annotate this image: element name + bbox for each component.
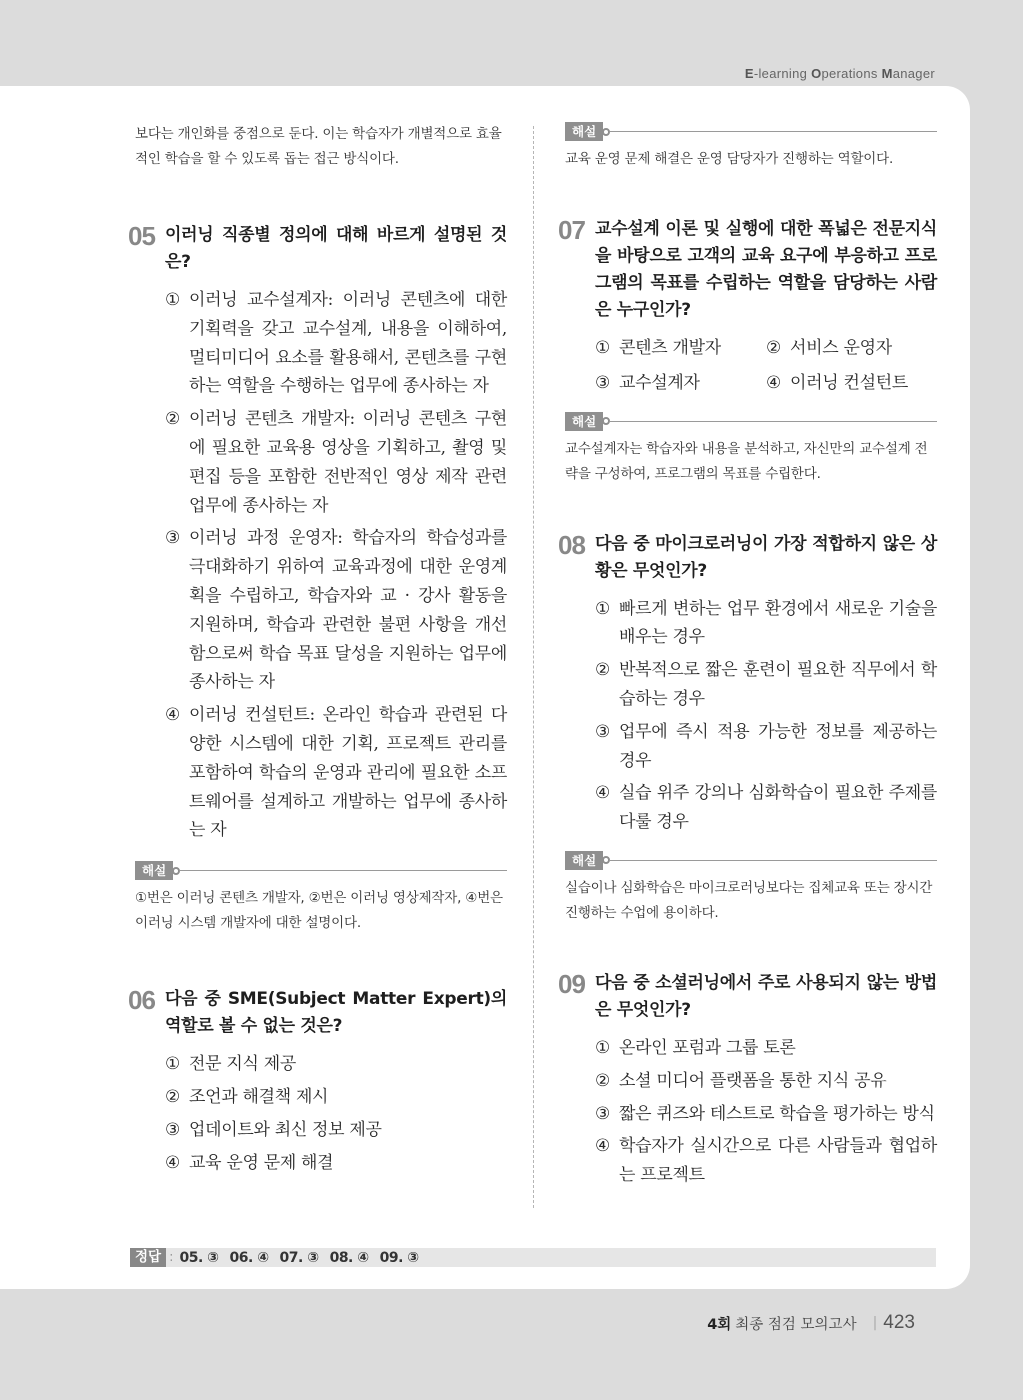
question-06 xyxy=(128,985,507,1181)
option-mark: ① xyxy=(165,290,181,310)
explanation-08 xyxy=(565,851,937,926)
left-column xyxy=(128,122,507,1181)
option-text: 이러닝 교수설계자: 이러닝 콘텐츠에 대한 기획력을 갖고 교수설계, 내용을 이해하여, 멀티미디어 요소를 활용해서, 콘텐츠를 구현하는 역할을 수행하는 업무에 종사하는 자 xyxy=(189,290,507,397)
page-footer xyxy=(707,1312,915,1334)
option-text: 이러닝 컨설턴트 xyxy=(790,372,908,393)
option-text: 서비스 운영자 xyxy=(790,338,892,358)
footer-part-number: 4회 xyxy=(707,1316,732,1333)
footer-title: 최종 점검 모의고사 xyxy=(735,1316,857,1333)
option-text: 업무에 즉시 적용 가능한 정보를 제공하는 경우 xyxy=(619,721,937,771)
option-2[interactable] xyxy=(595,656,937,714)
option-text: 실습 위주 강의나 심화학습이 필요한 주제를 다룰 경우 xyxy=(619,783,937,833)
option-text: 이러닝 과정 운영자: 학습자의 학습성과를 극대화하기 위하여 교육과정에 대한 운영계획을 수립하고, 학습자와 교 · 강사 활동을 지원하며, 학습과 관련한 불편 사항을 개선함으로써 학습 목표 달성을 지원하는 업무에 종사하는 자 xyxy=(189,528,507,693)
option-text: 업데이트와 최신 정보 제공 xyxy=(189,1119,382,1140)
option-text: 온라인 포럼과 그룹 토론 xyxy=(619,1037,796,1058)
header-rest-2: perations xyxy=(821,66,882,81)
option-mark: ① xyxy=(165,1054,181,1075)
options-list xyxy=(595,595,937,837)
answer-key-colon: : xyxy=(169,1250,174,1265)
question-09 xyxy=(558,968,937,1194)
question-stem: 교수설계 이론 및 실행에 대한 폭넓은 전문지식을 바탕으로 고객의 교육 요구에 부응하고 프로그램의 목표를 수립하는 역할을 담당하는 사람은 누구인가? xyxy=(595,219,937,320)
explanation-label: 해설 xyxy=(565,851,603,870)
option-mark: ① xyxy=(595,1037,611,1058)
option-mark: ④ xyxy=(595,783,611,804)
option-3[interactable] xyxy=(165,524,507,697)
option-mark: ③ xyxy=(165,528,181,549)
answer-item: 06. ④ xyxy=(229,1249,269,1266)
explanation-text: 교육 운영 문제 해결은 운영 담당자가 진행하는 역할이다. xyxy=(565,151,894,167)
option-mark: ② xyxy=(595,660,611,681)
option-mark: ② xyxy=(595,1070,611,1091)
option-text: 이러닝 콘텐츠 개발자: 이러닝 콘텐츠 구현에 필요한 교육용 영상을 기획하고, 촬영 및 편집 등을 포함한 전반적인 영상 제작 관련 업무에 종사하는 자 xyxy=(189,409,507,516)
option-mark: ② xyxy=(165,1086,181,1107)
option-mark: ① xyxy=(595,598,611,619)
option-mark: ① xyxy=(595,338,611,358)
option-3[interactable] xyxy=(595,1100,937,1129)
header-cap-3: M xyxy=(881,66,893,81)
question-08 xyxy=(558,529,937,841)
explanation-dot xyxy=(172,867,180,875)
option-mark: ③ xyxy=(595,1103,611,1124)
question-05 xyxy=(128,221,507,849)
question-number: 05 xyxy=(128,221,155,251)
option-mark: ③ xyxy=(165,1119,181,1140)
question-stem: 다음 중 마이크로러닝이 가장 적합하지 않은 상황은 무엇인가? xyxy=(595,533,937,581)
question-number: 09 xyxy=(558,968,585,999)
question-stem: 이러닝 직종별 정의에 대해 바르게 설명된 것은? xyxy=(165,225,507,272)
option-4[interactable] xyxy=(766,369,937,398)
explanation-rule xyxy=(610,860,937,861)
option-2[interactable] xyxy=(595,1067,937,1096)
header-cap-1: E xyxy=(744,66,754,81)
answer-key-label: 정답 xyxy=(130,1248,166,1267)
running-header xyxy=(745,66,935,81)
explanation-rule xyxy=(610,131,937,132)
continued-explanation: 보다는 개인화를 중점으로 둔다. 이는 학습자가 개별적으로 효율적인 학습을 할 수 있도록 돕는 접근 방식이다. xyxy=(135,126,502,167)
answer-key-bar xyxy=(130,1248,936,1267)
answer-item: 07. ③ xyxy=(279,1249,319,1266)
answer-item: 08. ④ xyxy=(329,1249,369,1266)
explanation-06 xyxy=(565,122,937,172)
option-mark: ④ xyxy=(165,1152,181,1173)
answer-item: 05. ③ xyxy=(179,1249,219,1266)
option-text: 전문 지식 제공 xyxy=(189,1054,296,1075)
option-3[interactable] xyxy=(595,718,937,776)
header-cap-2: O xyxy=(811,66,822,81)
option-4[interactable] xyxy=(165,1149,507,1178)
option-text: 소셜 미디어 플랫폼을 통한 지식 공유 xyxy=(619,1070,887,1091)
explanation-05 xyxy=(135,861,507,936)
page-number: 423 xyxy=(883,1312,915,1333)
option-3[interactable] xyxy=(595,369,766,398)
option-mark: ② xyxy=(766,338,782,358)
question-number: 08 xyxy=(558,529,585,560)
option-1[interactable] xyxy=(165,286,507,401)
question-number: 07 xyxy=(558,215,585,245)
options-list xyxy=(595,1034,937,1190)
question-stem: 다음 중 소셜러닝에서 주로 사용되지 않는 방법은 무엇인가? xyxy=(595,972,937,1020)
option-text: 학습자가 실시간으로 다른 사람들과 협업하는 프로젝트 xyxy=(619,1136,937,1186)
column-divider xyxy=(533,126,534,1208)
option-4[interactable] xyxy=(165,701,507,845)
explanation-rule xyxy=(180,870,507,871)
question-stem: 다음 중 SME(Subject Matter Expert)의 역할로 볼 수 없는 것은? xyxy=(165,989,507,1037)
header-rest-3: anager xyxy=(892,66,935,81)
explanation-label: 해설 xyxy=(135,861,173,880)
explanation-dot xyxy=(602,128,610,136)
option-4[interactable] xyxy=(595,1132,937,1190)
option-1[interactable] xyxy=(595,1034,937,1063)
explanation-dot xyxy=(602,856,610,864)
explanation-rule xyxy=(610,421,937,422)
header-rest-1: -learning xyxy=(753,66,812,81)
option-text: 짧은 퀴즈와 테스트로 학습을 평가하는 방식 xyxy=(619,1103,935,1124)
explanation-07 xyxy=(565,412,937,487)
footer-separator: | xyxy=(872,1315,878,1331)
question-number: 06 xyxy=(128,985,155,1016)
option-1[interactable] xyxy=(595,595,937,653)
option-mark: ④ xyxy=(165,705,181,726)
option-mark: ③ xyxy=(595,721,611,742)
option-text: 교육 운영 문제 해결 xyxy=(189,1152,334,1173)
option-4[interactable] xyxy=(595,779,937,837)
options-list xyxy=(595,334,937,398)
explanation-dot xyxy=(602,417,610,425)
option-mark: ④ xyxy=(595,1136,611,1157)
option-text: 조언과 해결책 제시 xyxy=(189,1086,329,1107)
option-2[interactable] xyxy=(165,405,507,520)
option-text: 빠르게 변하는 업무 환경에서 새로운 기술을 배우는 경우 xyxy=(619,598,937,648)
option-mark: ④ xyxy=(766,372,782,393)
option-2[interactable] xyxy=(165,1083,507,1112)
explanation-label: 해설 xyxy=(565,122,603,141)
option-1[interactable] xyxy=(165,1050,507,1079)
options-list xyxy=(165,1050,507,1177)
option-3[interactable] xyxy=(165,1116,507,1145)
option-text: 반복적으로 짧은 훈련이 필요한 직무에서 학습하는 경우 xyxy=(619,660,937,709)
options-list xyxy=(165,286,507,845)
option-mark: ② xyxy=(165,409,181,430)
question-07 xyxy=(558,215,937,398)
answer-item: 09. ③ xyxy=(379,1249,419,1266)
option-2[interactable] xyxy=(766,334,937,363)
explanation-text: 교수설계자는 학습자와 내용을 분석하고, 자신만의 교수설계 전략을 구성하여, 프로그램의 목표를 수립한다. xyxy=(565,440,928,482)
explanation-text: 실습이나 심화학습은 마이크로러닝보다는 집체교육 또는 장시간 진행하는 수업에 용이하다. xyxy=(565,879,933,921)
option-1[interactable] xyxy=(595,334,766,363)
explanation-label: 해설 xyxy=(565,412,603,431)
right-column xyxy=(558,122,937,1194)
explanation-text: ①번은 이러닝 콘텐츠 개발자, ②번은 이러닝 영상제작자, ④번은 이러닝 시스템 개발자에 대한 설명이다. xyxy=(135,890,503,932)
option-text: 이러닝 컨설턴트: 온라인 학습과 관련된 다양한 시스템에 대한 기획, 프로젝트 관리를 포함하여 학습의 운영과 관리에 필요한 소프트웨어를 설계하고 개발하는 업무에 종사하는 자 xyxy=(189,705,507,841)
option-text: 콘텐츠 개발자 xyxy=(619,338,721,358)
option-mark: ③ xyxy=(595,372,611,393)
option-text: 교수설계자 xyxy=(619,372,700,393)
